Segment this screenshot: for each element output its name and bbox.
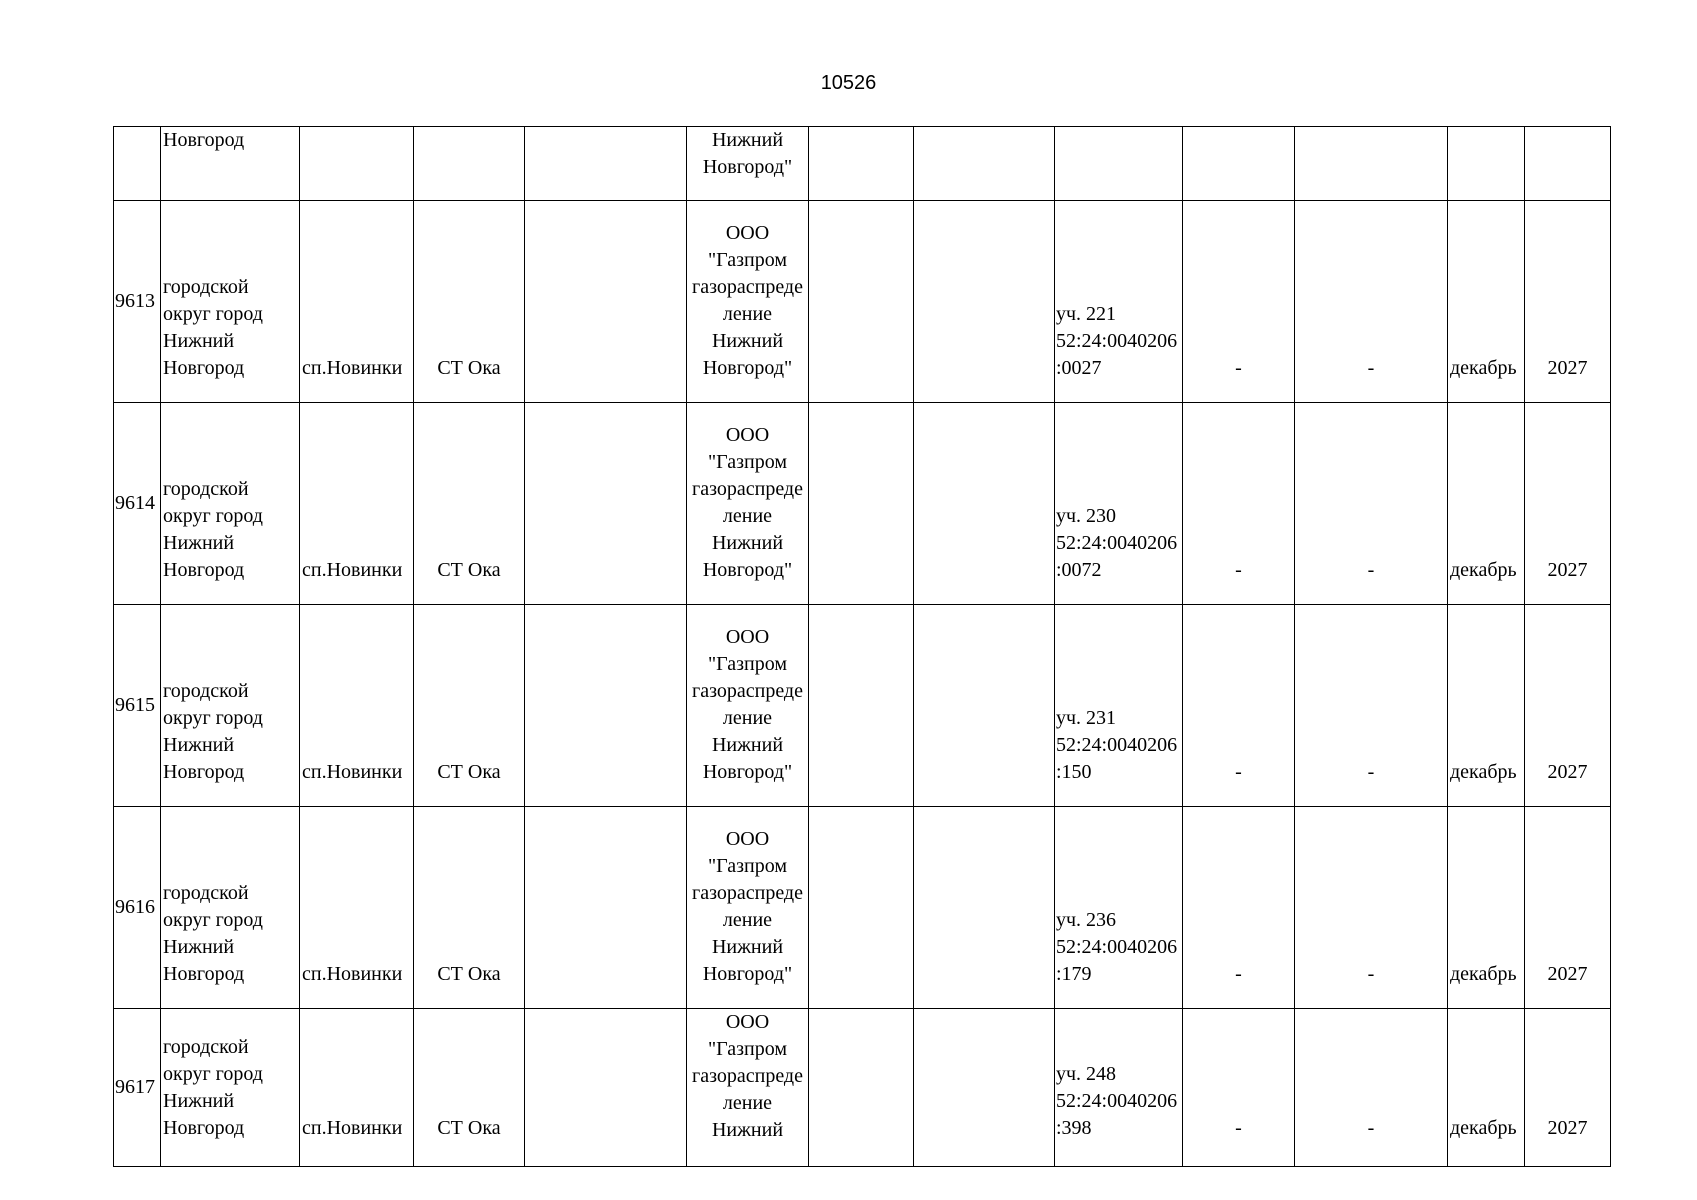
street-cell: СТ Ока (414, 1009, 525, 1167)
district-line: Нижний (163, 532, 235, 554)
operator-line: "Газпром (708, 855, 787, 877)
cadastral-line: 52:24:0040206 (1056, 734, 1178, 756)
operator-cell (687, 1009, 809, 1167)
page-number: 10526 (820, 72, 877, 94)
cadastral-line: уч. 230 (1056, 505, 1117, 527)
operator-cell (687, 201, 809, 403)
table-row (114, 403, 1611, 605)
year-cell: 2027 (1525, 403, 1611, 605)
street-cell: СТ Ока (414, 605, 525, 807)
cadastral-cell (1055, 403, 1183, 605)
district-line: Нижний (163, 330, 235, 352)
street-cell: СТ Ока (414, 201, 525, 403)
table-row (114, 605, 1611, 807)
month-cell: декабрь (1448, 807, 1525, 1009)
district-line: округ город (163, 707, 263, 729)
district-line: городской (163, 276, 249, 298)
year-cell: 2027 (1525, 807, 1611, 1009)
cadastral-line: :179 (1056, 963, 1092, 985)
street-cell (414, 127, 525, 201)
operator-line: "Газпром (708, 451, 787, 473)
empty-cell (914, 201, 1055, 403)
operator-line: ООО (725, 626, 770, 648)
operator-line: ление (722, 909, 773, 931)
table-row (114, 1009, 1611, 1167)
operator-line: ООО (725, 1011, 770, 1033)
district-line: Новгород (163, 129, 245, 151)
settlement-cell: сп.Новинки (300, 1009, 414, 1167)
empty-cell (809, 605, 914, 807)
month-cell (1448, 127, 1525, 201)
district-cell (161, 201, 300, 403)
empty-cell (525, 807, 687, 1009)
value-cell: - (1183, 605, 1295, 807)
district-line: Новгород (163, 761, 245, 783)
district-line: округ город (163, 1063, 263, 1085)
cadastral-line: :0072 (1056, 559, 1102, 581)
row-number-cell: 9613 (114, 201, 161, 403)
cadastral-cell (1055, 127, 1183, 201)
settlement-cell: сп.Новинки (300, 807, 414, 1009)
district-line: городской (163, 1036, 249, 1058)
value-cell: - (1295, 201, 1448, 403)
value-cell: - (1183, 1009, 1295, 1167)
empty-cell (525, 605, 687, 807)
operator-line: Нижний (711, 734, 784, 756)
empty-cell (525, 1009, 687, 1167)
value-cell: - (1295, 605, 1448, 807)
empty-cell (914, 127, 1055, 201)
street-cell: СТ Ока (414, 807, 525, 1009)
value-cell (1295, 127, 1448, 201)
operator-line: ление (722, 707, 773, 729)
operator-line: ООО (725, 424, 770, 446)
district-line: округ город (163, 505, 263, 527)
row-number-cell: 9614 (114, 403, 161, 605)
value-cell: - (1183, 807, 1295, 1009)
settlement-cell: сп.Новинки (300, 201, 414, 403)
operator-cell (687, 605, 809, 807)
year-cell: 2027 (1525, 201, 1611, 403)
empty-cell (809, 403, 914, 605)
district-cell (161, 1009, 300, 1167)
operator-line: газораспреде (692, 1065, 803, 1087)
operator-line: газораспреде (692, 478, 803, 500)
operator-line: Нижний (711, 1119, 784, 1141)
empty-cell (809, 1009, 914, 1167)
table-row (114, 127, 1611, 201)
district-line: городской (163, 478, 249, 500)
cadastral-line: :398 (1056, 1117, 1092, 1139)
operator-line: Нижний (711, 936, 784, 958)
data-table (113, 126, 1611, 1167)
street-cell: СТ Ока (414, 403, 525, 605)
district-line: городской (163, 882, 249, 904)
operator-line: Нижний (711, 532, 784, 554)
month-cell: декабрь (1448, 201, 1525, 403)
table-row (114, 807, 1611, 1009)
value-cell: - (1183, 201, 1295, 403)
settlement-cell: сп.Новинки (300, 403, 414, 605)
district-line: Новгород (163, 559, 245, 581)
row-number-cell (114, 127, 161, 201)
operator-line: Новгород" (702, 761, 793, 783)
empty-cell (525, 127, 687, 201)
cadastral-cell (1055, 1009, 1183, 1167)
cadastral-line: уч. 221 (1056, 303, 1117, 325)
operator-line: газораспреде (692, 882, 803, 904)
year-cell: 2027 (1525, 1009, 1611, 1167)
district-cell (161, 127, 300, 201)
operator-cell (687, 403, 809, 605)
district-line: Нижний (163, 1090, 235, 1112)
operator-line: ООО (725, 828, 770, 850)
empty-cell (914, 807, 1055, 1009)
operator-line: ление (722, 303, 773, 325)
operator-line: газораспреде (692, 680, 803, 702)
cadastral-line: 52:24:0040206 (1056, 532, 1178, 554)
operator-line: Новгород" (702, 559, 793, 581)
cadastral-line: 52:24:0040206 (1056, 936, 1178, 958)
operator-line: Нижний (711, 330, 784, 352)
value-cell (1183, 127, 1295, 201)
district-cell (161, 807, 300, 1009)
empty-cell (914, 605, 1055, 807)
month-cell: декабрь (1448, 1009, 1525, 1167)
district-line: Нижний (163, 734, 235, 756)
operator-line: Новгород" (702, 357, 793, 379)
operator-line: ление (722, 505, 773, 527)
year-cell (1525, 127, 1611, 201)
cadastral-cell (1055, 605, 1183, 807)
district-line: Новгород (163, 1117, 245, 1139)
district-line: округ город (163, 303, 263, 325)
cadastral-line: 52:24:0040206 (1056, 330, 1178, 352)
operator-line: "Газпром (708, 653, 787, 675)
cadastral-line: уч. 248 (1056, 1063, 1117, 1085)
month-cell: декабрь (1448, 605, 1525, 807)
empty-cell (525, 201, 687, 403)
month-cell: декабрь (1448, 403, 1525, 605)
district-line: округ город (163, 909, 263, 931)
operator-line: Новгород" (702, 156, 793, 178)
empty-cell (914, 1009, 1055, 1167)
empty-cell (809, 201, 914, 403)
row-number-cell: 9617 (114, 1009, 161, 1167)
district-line: Нижний (163, 936, 235, 958)
district-line: Новгород (163, 357, 245, 379)
settlement-cell: сп.Новинки (300, 605, 414, 807)
year-cell: 2027 (1525, 605, 1611, 807)
empty-cell (525, 403, 687, 605)
cadastral-cell (1055, 201, 1183, 403)
operator-line: ООО (725, 222, 770, 244)
value-cell: - (1295, 807, 1448, 1009)
empty-cell (809, 807, 914, 1009)
operator-line: газораспреде (692, 276, 803, 298)
empty-cell (914, 403, 1055, 605)
cadastral-line: уч. 231 (1056, 707, 1117, 729)
cadastral-line: :150 (1056, 761, 1092, 783)
settlement-cell (300, 127, 414, 201)
row-number-cell: 9615 (114, 605, 161, 807)
operator-line: Новгород" (702, 963, 793, 985)
operator-line: "Газпром (708, 1038, 787, 1060)
cadastral-line: 52:24:0040206 (1056, 1090, 1178, 1112)
operator-line: "Газпром (708, 249, 787, 271)
empty-cell (809, 127, 914, 201)
cadastral-line: уч. 236 (1056, 909, 1117, 931)
operator-line: Нижний (711, 129, 784, 151)
table-row (114, 201, 1611, 403)
cadastral-line: :0027 (1056, 357, 1102, 379)
operator-cell (687, 127, 809, 201)
row-number-cell: 9616 (114, 807, 161, 1009)
value-cell: - (1295, 1009, 1448, 1167)
district-cell (161, 605, 300, 807)
operator-line: ление (722, 1092, 773, 1114)
value-cell: - (1295, 403, 1448, 605)
cadastral-cell (1055, 807, 1183, 1009)
value-cell: - (1183, 403, 1295, 605)
district-cell (161, 403, 300, 605)
operator-cell (687, 807, 809, 1009)
district-line: городской (163, 680, 249, 702)
district-line: Новгород (163, 963, 245, 985)
